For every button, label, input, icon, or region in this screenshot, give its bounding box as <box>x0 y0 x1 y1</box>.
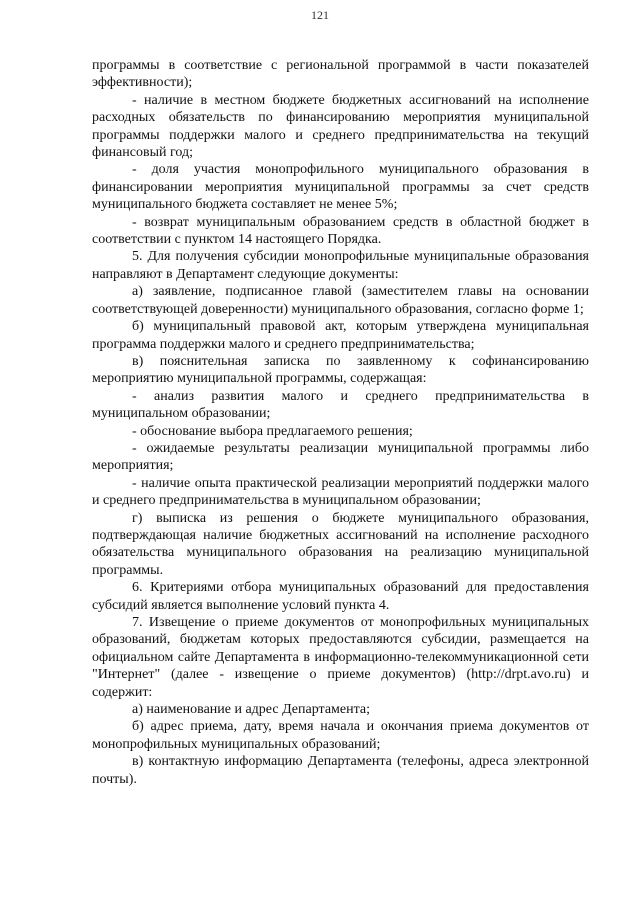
paragraph-budget-allocations: - наличие в местном бюджете бюджетных ассигнований на исполнение расходных обязательств по финансированию мероприятия муниципальной программы поддержки малого и среднего предпринимательства на текущий финансовый год; <box>92 92 589 161</box>
paragraph-item-5b: б) муниципальный правовой акт, которым утверждена муниципальная программа поддержки малого и среднего предпринимательства; <box>92 319 589 352</box>
paragraph-item-6: 6. Критериями отбора муниципальных образований для предоставления субсидий является выполнение условий пункта 4. <box>92 580 589 613</box>
paragraph-item-5v: в) пояснительная записка по заявленному к софинансированию мероприятию муниципальной программы, содержащая: <box>92 353 589 387</box>
page-number: 121 <box>311 8 329 22</box>
paragraph-continuation: программы в соответствие с региональной программой в части показателей эффективности); <box>92 58 589 91</box>
paragraph-analysis: - анализ развития малого и среднего предпринимательства в муниципальном образовании; <box>92 388 589 422</box>
paragraph-item-5g: г) выписка из решения о бюджете муниципального образования, подтверждающая наличие бюджетных ассигнований на исполнение расходного обязательства муниципального образования на реализацию муниципальной программы. <box>92 510 589 578</box>
paragraph-cofinancing-share: - доля участия монопрофильного муниципального образования в финансировании мероприятия муниципальной программы за счет средств муниципального бюджета составляет не менее 5%; <box>92 162 589 213</box>
document-body <box>92 57 589 788</box>
paragraph-item-7b: б) адрес приема, дату, время начала и окончания приема документов от монопрофильных муниципальных образований; <box>92 719 589 752</box>
paragraph-item-7a: а) наименование и адрес Департамента; <box>132 702 370 718</box>
paragraph-item-5: 5. Для получения субсидии монопрофильные муниципальные образования направляют в Департамент следующие документы: <box>92 249 589 282</box>
paragraph-expected-results: - ожидаемые результаты реализации муниципальной программы либо мероприятия; <box>92 440 589 474</box>
paragraph-justification: - обоснование выбора предлагаемого решения; <box>132 423 413 439</box>
paragraph-item-7v: в) контактную информацию Департамента (телефоны, адреса электронной почты). <box>92 754 589 787</box>
paragraph-item-7: 7. Извещение о приеме документов от монопрофильных муниципальных образований, бюджетам которых предоставляются субсидии, размещается на официальном сайте Департамента в информационно-телекоммуникационной сети "Интернет" (далее - извещение о приеме документов) (http://drpt.avo.ru) и содержит: <box>92 615 589 700</box>
paragraph-item-5a: а) заявление, подписанное главой (заместителем главы на основании соответствующей доверенности) муниципального образования, согласно форме 1; <box>92 284 589 317</box>
paragraph-funds-return: - возврат муниципальным образованием средств в областной бюджет в соответствии с пунктом 14 настоящего Порядка. <box>92 214 589 248</box>
paragraph-experience: - наличие опыта практической реализации мероприятий поддержки малого и среднего предпринимательства в муниципальном образовании; <box>92 475 589 509</box>
